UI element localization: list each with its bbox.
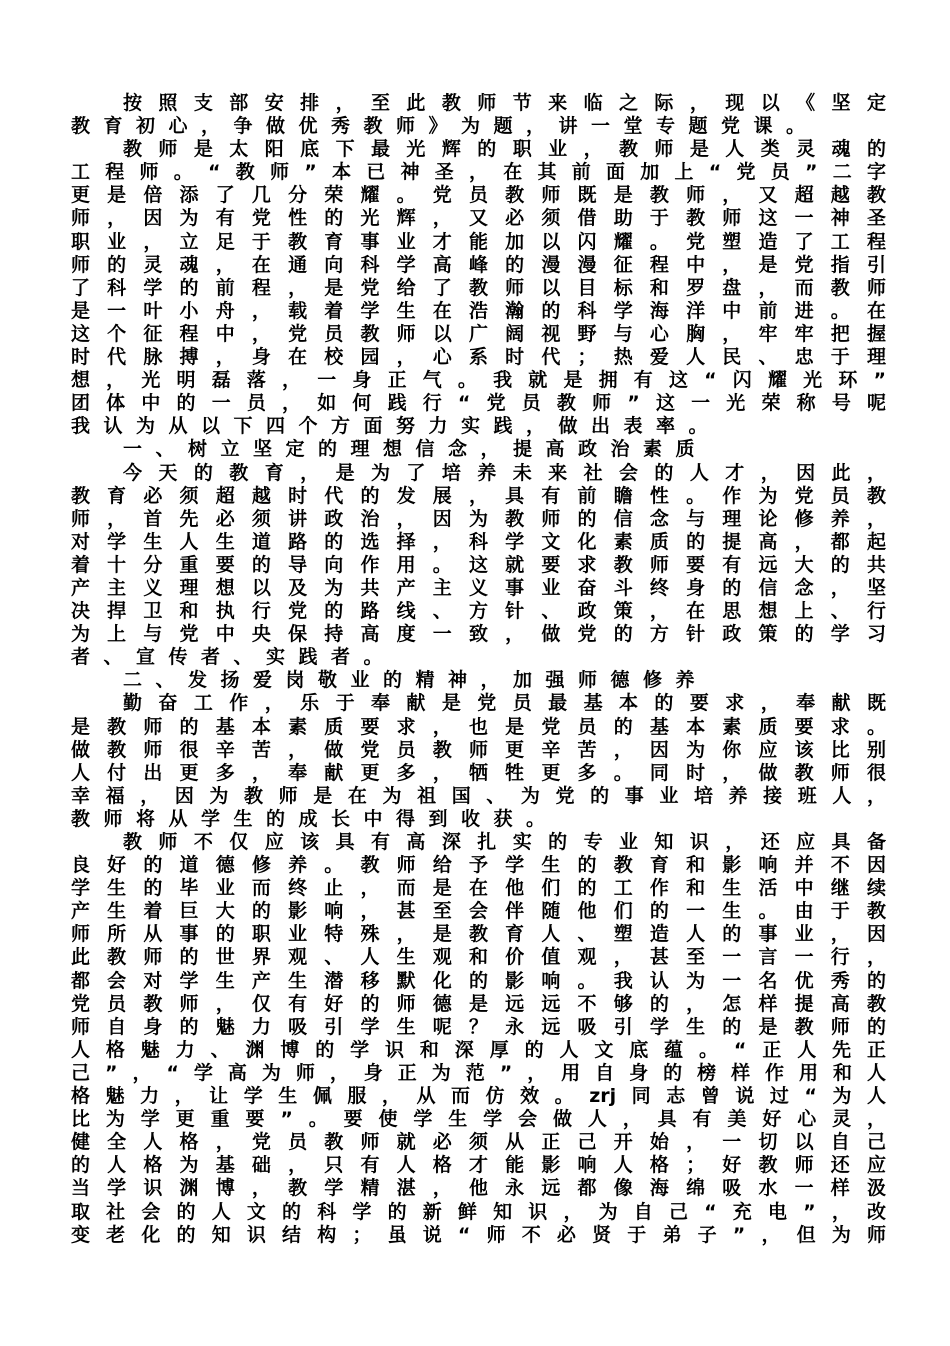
- text-line: 工程师。“教师”本已神圣，在其前面加上“党员”二字: [71, 161, 886, 184]
- text-line: 勤奋工作，乐于奉献是党员最基本的要求，奉献既: [123, 692, 886, 715]
- text-line: 师所从事的职业特殊，是教育人、塑造人的事业，因: [71, 923, 886, 946]
- text-line: 职业，立足于教育事业才能加以闪耀。党塑造了工程: [71, 230, 886, 253]
- text-line: 二、发扬爱岗敬业的精神，加强师德修养: [123, 669, 709, 692]
- text-line: 更是倍添了几分荣耀。党员教师既是教师，又超越教: [71, 184, 886, 207]
- text-line: 想，光明磊落，一身正气。我就是拥有这“闪耀光环”: [71, 369, 886, 392]
- text-line: 对学生人生道路的选择，科学文化素质的提高，都起: [71, 530, 886, 553]
- text-line: 幸福，因为教师是在为祖国、为党的事业培养接班人，: [71, 784, 886, 807]
- text-line: 健全人格，党员教师就必须从正己开始，一切以自己: [71, 1131, 886, 1154]
- text-line: 这个征程中，党员教师以广阔视野与心胸，牢牢把握: [71, 322, 886, 345]
- text-line: 决捍卫和执行党的路线、方针、政策，在思想上、行: [71, 600, 886, 623]
- text-line: 者、宣传者、实践者。: [71, 646, 397, 669]
- text-line: 按照支部安排，至此教师节来临之际，现以《坚定: [123, 92, 886, 114]
- text-line: 教育初心，争做优秀教师》为题，讲一堂专题党课。: [71, 115, 819, 138]
- text-line: 今天的教育，是为了培养未来社会的人才，因此，: [123, 461, 886, 484]
- text-line: 都会对学生产生潜移默化的影响。我认为一名优秀的: [71, 969, 886, 992]
- text-line: 人付出更多，奉献更多，牺牲更多。同时，做教师很: [71, 761, 886, 784]
- text-line: 做教师很辛苦，做党员教师更辛苦，因为你应该比别: [71, 738, 886, 761]
- text-line: 师，因为有党性的光辉，又必须借助于教师这一神圣: [71, 207, 886, 230]
- text-line: 教育必须超越时代的发展，具有前瞻性。作为党员教: [71, 484, 886, 507]
- text-line: 此教师的世界观、人生观和价值观，甚至一言一行，: [71, 946, 886, 969]
- text-line: 教师将从学生的成长中得到收获。: [71, 807, 559, 830]
- text-line: 人格魅力、渊博的学识和深厚的人文底蕴。“正人先正: [71, 1038, 886, 1061]
- text-line: 一、树立坚定的理想信念，提高政治素质: [123, 438, 709, 461]
- text-line: 产生着巨大的影响，甚至会伴随他们的一生。由于教: [71, 900, 886, 923]
- document-body: [71, 92, 886, 1247]
- text-line: 己”，“学高为师，身正为范”，用自身的榜样作用和人: [71, 1061, 886, 1084]
- text-line: 产主义理想以及为共产主义事业奋斗终身的信念，坚: [71, 576, 886, 599]
- text-line: 是教师的基本素质要求，也是党员的基本素质要求。: [71, 715, 886, 738]
- text-line: 为上与党中央保持高度一致，做党的方针政策的学习: [71, 623, 886, 646]
- text-line: 良好的道德修养。教师给予学生的教育和影响并不因: [71, 854, 886, 877]
- text-line: 师的灵魂，在通向科学高峰的漫漫征程中，是党指引: [71, 253, 886, 276]
- text-line: 教师是太阳底下最光辉的职业，教师是人类灵魂的: [123, 138, 886, 161]
- text-line: 着十分重要的导向作用。这就要求教师要有远大的共: [71, 553, 886, 576]
- text-line: 了科学的前程，是党给了教师以目标和罗盘，而教师: [71, 276, 886, 299]
- text-line: 团体中的一员，如何践行“党员教师”这一光荣称号呢: [71, 392, 886, 415]
- text-line: 是一叶小舟，载着学生在浩瀚的科学海洋中前进。在: [71, 299, 886, 322]
- text-line: 时代脉搏，身在校园，心系时代；热爱人民、忠于理: [71, 346, 886, 369]
- text-line: 变老化的知识结构；虽说“师不必贤于弟子”，但为师: [71, 1223, 886, 1246]
- text-line: 教师不仅应该具有高深扎实的专业知识，还应具备: [123, 831, 886, 853]
- text-line: 师自身的魅力吸引学生呢？永远吸引学生的是教师的: [71, 1015, 886, 1038]
- text-line: 比为学更重要”。要使学生学会做人，具有美好心灵，: [71, 1108, 886, 1131]
- text-line: 师，首先必须讲政治，因为教师的信念与理论修养，: [71, 507, 886, 530]
- text-line: 学生的毕业而终止，而是在他们的工作和生活中继续: [71, 877, 886, 900]
- text-line: 当学识渊博，教学精湛，他永远都像海绵吸水一样汲: [71, 1177, 886, 1200]
- text-line: 格魅力，让学生佩服，从而仿效。zrj同志曾说过“为人: [71, 1085, 886, 1108]
- text-line: 我认为从以下四个方面努力实践，做出表率。: [71, 415, 722, 438]
- text-line: 的人格为基础，只有人格才能影响人格；好教师还应: [71, 1154, 886, 1177]
- text-line: 党员教师，仅有好的师德是远远不够的，怎样提高教: [71, 992, 886, 1015]
- text-line: 取社会的人文的科学的新鲜知识，为自己“充电”，改: [71, 1200, 886, 1223]
